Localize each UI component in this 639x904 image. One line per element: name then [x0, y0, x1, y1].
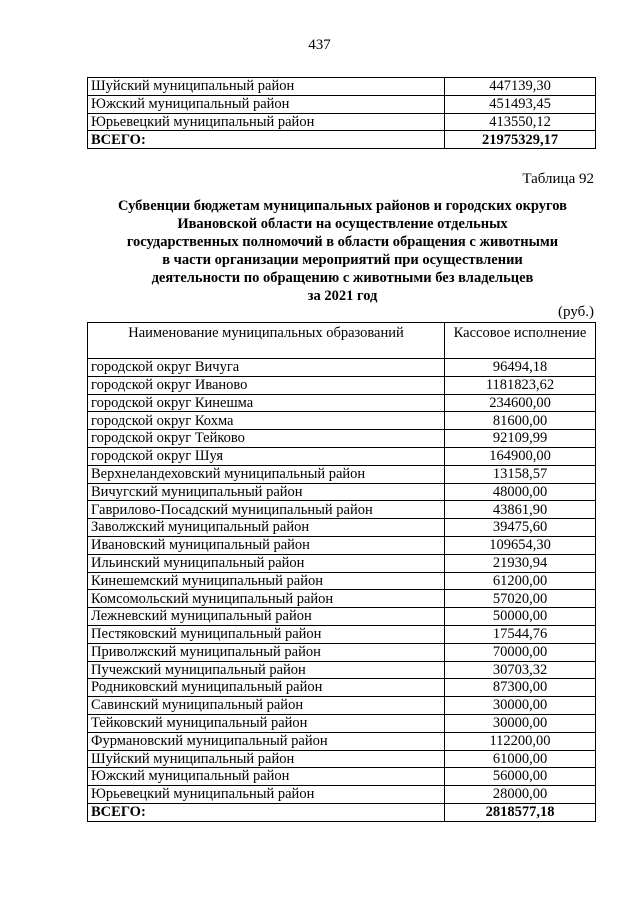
table-row	[88, 95, 596, 113]
amount-cell: 28000,00	[445, 786, 596, 804]
amount-cell: 164900,00	[445, 447, 596, 465]
amount-cell: 43861,90	[445, 501, 596, 519]
amount-cell: 81600,00	[445, 412, 596, 430]
table-row	[88, 536, 596, 554]
table-row	[88, 359, 596, 377]
municipality-name-cell: Юрьевецкий муниципальный район	[88, 113, 445, 131]
amount-cell: 234600,00	[445, 394, 596, 412]
amount-cell: 57020,00	[445, 590, 596, 608]
municipality-name-cell: городской округ Кохма	[88, 412, 445, 430]
municipality-name-cell: городской округ Тейково	[88, 430, 445, 448]
amount-cell: 112200,00	[445, 732, 596, 750]
municipality-name-cell: Шуйский муниципальный район	[88, 78, 445, 96]
amount-cell: 30703,32	[445, 661, 596, 679]
amount-cell: 413550,12	[445, 113, 596, 131]
municipality-name-cell: Ильинский муниципальный район	[88, 554, 445, 572]
table-row	[88, 113, 596, 131]
table-row	[88, 376, 596, 394]
table-row	[88, 643, 596, 661]
municipality-name-cell: Кинешемский муниципальный район	[88, 572, 445, 590]
municipality-name-cell: Ивановский муниципальный район	[88, 536, 445, 554]
amount-cell: 109654,30	[445, 536, 596, 554]
municipality-name-cell: Родниковский муниципальный район	[88, 679, 445, 697]
municipality-name-cell: Пучежский муниципальный район	[88, 661, 445, 679]
table-body	[88, 78, 596, 149]
title-line: за 2021 год	[307, 288, 378, 304]
table-row	[88, 501, 596, 519]
municipality-name-cell: Лежневский муниципальный район	[88, 608, 445, 626]
table-row	[88, 697, 596, 715]
municipality-name-cell: Юрьевецкий муниципальный район	[88, 786, 445, 804]
title-line: государственных полномочий в области обращения с животными	[126, 234, 559, 250]
table-row	[88, 412, 596, 430]
municipality-name-cell: Приволжский муниципальный район	[88, 643, 445, 661]
table-row	[88, 519, 596, 537]
table-row	[88, 465, 596, 483]
amount-cell: 447139,30	[445, 78, 596, 96]
amount-cell: 30000,00	[445, 697, 596, 715]
table-row	[88, 768, 596, 786]
amount-cell: 61000,00	[445, 750, 596, 768]
title-line: Субвенции бюджетам муниципальных районов и городских округов	[118, 198, 567, 214]
table-row	[88, 483, 596, 501]
table-row	[88, 590, 596, 608]
total-label-cell: ВСЕГО:	[88, 131, 445, 149]
municipality-name-cell: Гаврилово-Посадский муниципальный район	[88, 501, 445, 519]
municipality-name-cell: Шуйский муниципальный район	[88, 750, 445, 768]
amount-cell: 1181823,62	[445, 376, 596, 394]
table-row	[88, 786, 596, 804]
amount-cell: 87300,00	[445, 679, 596, 697]
municipality-name-cell: Пестяковский муниципальный район	[88, 625, 445, 643]
title-line: Ивановской области на осуществление отдельных	[177, 216, 508, 232]
amount-cell: 70000,00	[445, 643, 596, 661]
table-row	[88, 661, 596, 679]
municipality-name-cell: городской округ Иваново	[88, 376, 445, 394]
municipality-name-cell: Фурмановский муниципальный район	[88, 732, 445, 750]
municipality-name-cell: городской округ Шуя	[88, 447, 445, 465]
budget-table-continued	[87, 77, 596, 149]
amount-cell: 50000,00	[445, 608, 596, 626]
table-row	[88, 430, 596, 448]
unit-label: (руб.)	[558, 304, 594, 320]
municipality-name-cell: Савинский муниципальный район	[88, 697, 445, 715]
total-label-cell: ВСЕГО:	[88, 803, 445, 821]
municipality-name-cell: Южский муниципальный район	[88, 768, 445, 786]
table-row	[88, 554, 596, 572]
table-row	[88, 78, 596, 96]
amount-cell: 56000,00	[445, 768, 596, 786]
title-line: в части организации мероприятий при осуществлении	[162, 252, 523, 268]
table-number: Таблица 92	[522, 171, 594, 187]
municipality-name-cell: Тейковский муниципальный район	[88, 714, 445, 732]
table-row	[88, 714, 596, 732]
table-title	[60, 197, 625, 305]
title-line: деятельности по обращению с животными без владельцев	[151, 270, 534, 286]
total-row	[88, 803, 596, 821]
page-number: 437	[308, 37, 331, 53]
table-row	[88, 750, 596, 768]
amount-cell: 30000,00	[445, 714, 596, 732]
table-row	[88, 447, 596, 465]
amount-cell: 21930,94	[445, 554, 596, 572]
total-value-cell: 2818577,18	[445, 803, 596, 821]
table-row	[88, 679, 596, 697]
amount-cell: 17544,76	[445, 625, 596, 643]
amount-cell: 61200,00	[445, 572, 596, 590]
header-name-cell: Наименование муниципальных образований	[88, 323, 445, 359]
municipality-name-cell: городской округ Вичуга	[88, 359, 445, 377]
municipality-name-cell: Заволжский муниципальный район	[88, 519, 445, 537]
municipality-name-cell: Верхнеландеховский муниципальный район	[88, 465, 445, 483]
amount-cell: 39475,60	[445, 519, 596, 537]
total-value-cell: 21975329,17	[445, 131, 596, 149]
table-row	[88, 394, 596, 412]
amount-cell: 13158,57	[445, 465, 596, 483]
header-value-cell: Кассовое исполнение	[445, 323, 596, 359]
table-row	[88, 572, 596, 590]
municipality-name-cell: Южский муниципальный район	[88, 95, 445, 113]
table-row	[88, 732, 596, 750]
table-body	[88, 323, 596, 822]
table-row	[88, 625, 596, 643]
municipality-name-cell: городской округ Кинешма	[88, 394, 445, 412]
total-row	[88, 131, 596, 149]
amount-cell: 48000,00	[445, 483, 596, 501]
subvention-table	[87, 322, 596, 822]
table-row	[88, 608, 596, 626]
amount-cell: 451493,45	[445, 95, 596, 113]
amount-cell: 92109,99	[445, 430, 596, 448]
amount-cell: 96494,18	[445, 359, 596, 377]
municipality-name-cell: Вичугский муниципальный район	[88, 483, 445, 501]
municipality-name-cell: Комсомольский муниципальный район	[88, 590, 445, 608]
table-header-row	[88, 323, 596, 359]
